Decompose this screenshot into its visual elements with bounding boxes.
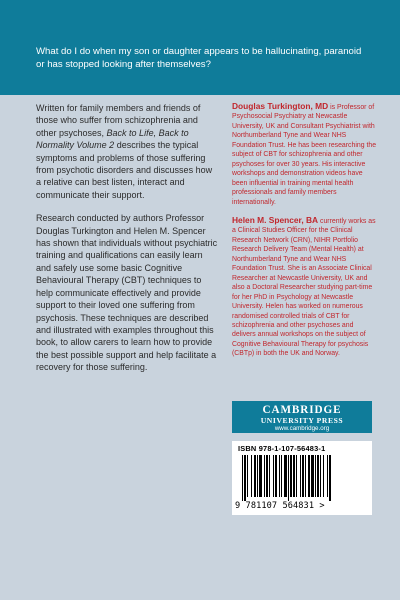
- description-paragraph-2: Research conducted by authors Professor Douglas Turkington and Helen M. Spencer has shown that individuals without psychiatric training and qualifications can easily learn and safely use some basic Cognitive Behavioural Therapy (CBT) techniques to help communicate effectively and provide support to their loved one suffering from psychosis. These techniques are described and illustrated with examples throughout this book, to allow carers to learn how to provide the best possible support and help facilitate a recovery for those suffering.: [36, 213, 218, 373]
- publisher-url: www.cambridge.org: [274, 425, 330, 432]
- publisher-logo: [232, 401, 372, 433]
- author-name: Helen M. Spencer, BA: [232, 214, 319, 225]
- publisher-subtitle: UNIVERSITY PRESS: [260, 416, 344, 425]
- barcode-icon: [240, 455, 364, 501]
- top-color-band: [0, 0, 400, 95]
- author-bios: [232, 102, 378, 368]
- publisher-name: CAMBRIDGE: [262, 404, 342, 416]
- author-bio-spencer: [232, 216, 378, 359]
- teaser-question: What do I do when my son or daughter appears to be hallucinating, paranoid or has stopped looking after themselves?: [36, 46, 362, 70]
- barcode-digits: 9 781107 564831 >: [235, 501, 325, 511]
- author-name: Douglas Turkington, MD: [232, 101, 329, 111]
- author-bio-turkington: [232, 102, 378, 207]
- author-bio-text: currently works as a Clinical Studies Officer for the Clinical Research Network (CRN), NIHR Portfolio Research Delivery Team (Mental Health) at Northumberland Tyne and Wear NHS Foundation Trust. She is an Associate Clinical Researcher at Newcastle University, UK and also a Doctoral Researcher studying part-time for her PhD in Psychology at Newcastle University. Helen has worked on numerous randomised controlled trials of CBT for schizophrenia and other psychoses and delivers annual workshops on the subject of Cognitive Behavioural Therapy for psychosis (CBTp) in both the UK and Norway.: [232, 217, 376, 358]
- description-summary: describes the typical symptoms and problems of those suffering from psychotic disorders and discusses how a relative can best listen, interact and communicate their support.: [36, 140, 213, 200]
- author-bio-text: is Professor of Psychosocial Psychiatry at Newcastle University, UK and Consultant Psychiatrist with Northumberland Tyne and Wear NHS Foundation Trust. He has been researching the subject of CBT for schizophrenia and other psychoses for over 30 years. His interactive workshops and demonstration videos have been influential in training mental health professionals and family members internationally.: [232, 104, 377, 206]
- book-title: Back to Life, Back to Normality Volume 2: [36, 127, 189, 151]
- barcode-panel: [232, 441, 372, 515]
- isbn-label: ISBN 978-1-107-56483-1: [238, 444, 326, 453]
- book-description: [36, 102, 218, 385]
- description-paragraph-1: [36, 102, 218, 201]
- description-intro: Written for family members and friends of those who suffer from schizophrenia and other psychoses,: [36, 103, 201, 138]
